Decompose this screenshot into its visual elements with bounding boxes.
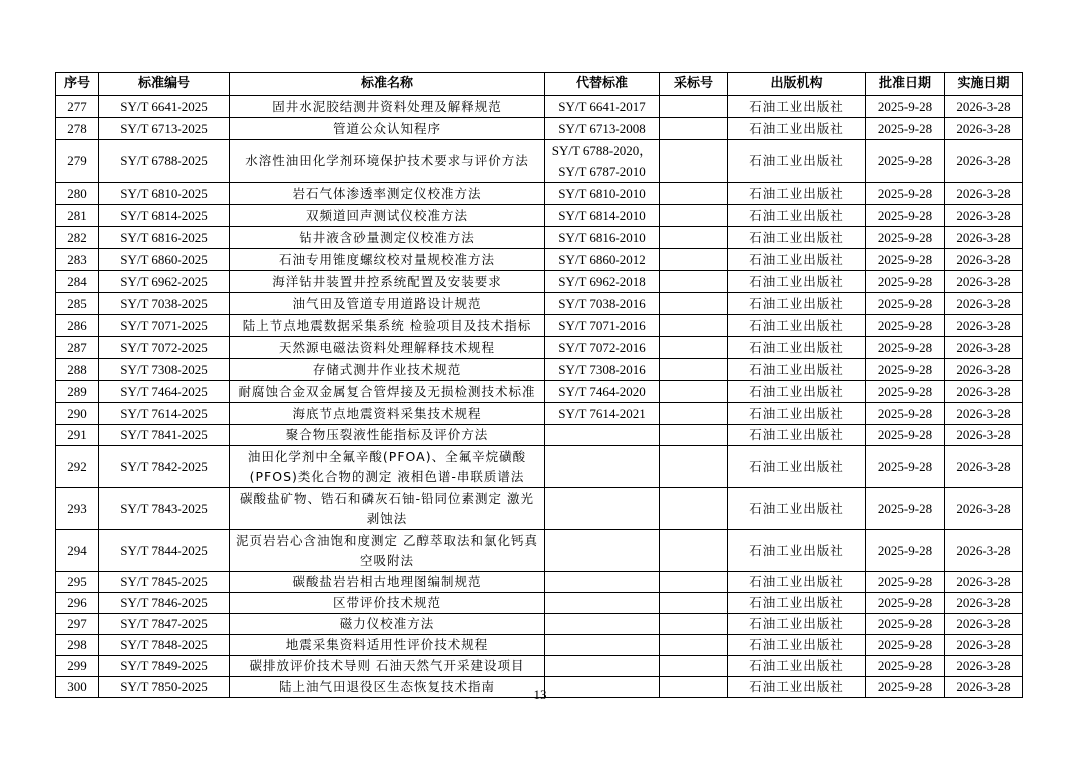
cell-name: 钻井液含砂量测定仪校准方法 [230, 227, 545, 249]
cell-name: 陆上油气田退役区生态恢复技术指南 [230, 677, 545, 698]
cell-effective: 2026-3-28 [945, 118, 1023, 140]
cell-code: SY/T 7849-2025 [99, 656, 230, 677]
cell-code: SY/T 7614-2025 [99, 403, 230, 425]
cell-adopted [660, 293, 728, 315]
cell-name: 海底节点地震资料采集技术规程 [230, 403, 545, 425]
cell-no: 296 [56, 593, 99, 614]
cell-replaced [545, 593, 660, 614]
cell-no: 298 [56, 635, 99, 656]
cell-replaced [545, 572, 660, 593]
cell-effective: 2026-3-28 [945, 403, 1023, 425]
cell-effective: 2026-3-28 [945, 359, 1023, 381]
cell-name: 区带评价技术规范 [230, 593, 545, 614]
table-row [56, 488, 1023, 530]
cell-code: SY/T 6713-2025 [99, 118, 230, 140]
table-row [56, 96, 1023, 118]
cell-no: 277 [56, 96, 99, 118]
cell-no: 284 [56, 271, 99, 293]
cell-replaced [545, 488, 660, 530]
cell-no: 300 [56, 677, 99, 698]
cell-replaced: SY/T 7614-2021 [545, 403, 660, 425]
cell-name: 天然源电磁法资料处理解释技术规程 [230, 337, 545, 359]
cell-code: SY/T 7072-2025 [99, 337, 230, 359]
cell-publisher: 石油工业出版社 [728, 249, 866, 271]
cell-replaced [545, 656, 660, 677]
table-row [56, 271, 1023, 293]
cell-approved: 2025-9-28 [866, 183, 945, 205]
cell-name: 聚合物压裂液性能指标及评价方法 [230, 425, 545, 446]
cell-no: 288 [56, 359, 99, 381]
table-row [56, 249, 1023, 271]
cell-approved: 2025-9-28 [866, 227, 945, 249]
cell-name: 水溶性油田化学剂环境保护技术要求与评价方法 [230, 140, 545, 183]
header-effective: 实施日期 [945, 73, 1023, 96]
cell-publisher: 石油工业出版社 [728, 140, 866, 183]
cell-name: 油气田及管道专用道路设计规范 [230, 293, 545, 315]
cell-effective: 2026-3-28 [945, 593, 1023, 614]
cell-replaced: SY/T 7464-2020 [545, 381, 660, 403]
cell-publisher: 石油工业出版社 [728, 381, 866, 403]
cell-code: SY/T 7846-2025 [99, 593, 230, 614]
cell-effective: 2026-3-28 [945, 572, 1023, 593]
header-name: 标准名称 [230, 73, 545, 96]
cell-name: 存储式测井作业技术规范 [230, 359, 545, 381]
cell-approved: 2025-9-28 [866, 446, 945, 488]
cell-name: 碳酸盐矿物、锆石和磷灰石铀-铅同位素测定 激光剥蚀法 [230, 488, 545, 530]
cell-no: 286 [56, 315, 99, 337]
cell-publisher: 石油工业出版社 [728, 530, 866, 572]
cell-approved: 2025-9-28 [866, 635, 945, 656]
table-row [56, 572, 1023, 593]
table-row [56, 446, 1023, 488]
cell-name: 石油专用锥度螺纹校对量规校准方法 [230, 249, 545, 271]
table-row [56, 425, 1023, 446]
cell-effective: 2026-3-28 [945, 271, 1023, 293]
cell-code: SY/T 7464-2025 [99, 381, 230, 403]
cell-code: SY/T 6860-2025 [99, 249, 230, 271]
header-code: 标准编号 [99, 73, 230, 96]
cell-code: SY/T 7038-2025 [99, 293, 230, 315]
cell-no: 285 [56, 293, 99, 315]
cell-effective: 2026-3-28 [945, 656, 1023, 677]
cell-no: 280 [56, 183, 99, 205]
table-row [56, 530, 1023, 572]
cell-no: 293 [56, 488, 99, 530]
cell-name: 磁力仪校准方法 [230, 614, 545, 635]
cell-no: 292 [56, 446, 99, 488]
cell-adopted [660, 656, 728, 677]
table-row [56, 593, 1023, 614]
cell-adopted [660, 315, 728, 337]
cell-effective: 2026-3-28 [945, 677, 1023, 698]
cell-replaced [545, 614, 660, 635]
cell-publisher: 石油工业出版社 [728, 359, 866, 381]
header-approved: 批准日期 [866, 73, 945, 96]
cell-publisher: 石油工业出版社 [728, 271, 866, 293]
cell-effective: 2026-3-28 [945, 614, 1023, 635]
cell-no: 297 [56, 614, 99, 635]
table-row [56, 403, 1023, 425]
cell-publisher: 石油工业出版社 [728, 403, 866, 425]
cell-replaced: SY/T 7072-2016 [545, 337, 660, 359]
cell-approved: 2025-9-28 [866, 118, 945, 140]
cell-publisher: 石油工业出版社 [728, 315, 866, 337]
cell-replaced [545, 635, 660, 656]
cell-no: 279 [56, 140, 99, 183]
cell-effective: 2026-3-28 [945, 205, 1023, 227]
cell-no: 282 [56, 227, 99, 249]
cell-replaced: SY/T 6816-2010 [545, 227, 660, 249]
cell-approved: 2025-9-28 [866, 381, 945, 403]
cell-approved: 2025-9-28 [866, 337, 945, 359]
header-no: 序号 [56, 73, 99, 96]
cell-name: 双频道回声测试仪校准方法 [230, 205, 545, 227]
cell-approved: 2025-9-28 [866, 315, 945, 337]
table-row [56, 227, 1023, 249]
cell-no: 283 [56, 249, 99, 271]
cell-effective: 2026-3-28 [945, 446, 1023, 488]
cell-replaced: SY/T 6713-2008 [545, 118, 660, 140]
cell-replaced: SY/T 7071-2016 [545, 315, 660, 337]
cell-approved: 2025-9-28 [866, 403, 945, 425]
cell-adopted [660, 488, 728, 530]
cell-adopted [660, 249, 728, 271]
cell-adopted [660, 183, 728, 205]
cell-no: 287 [56, 337, 99, 359]
header-row [56, 73, 1023, 96]
cell-replaced: SY/T 6788-2020， SY/T 6787-2010 [545, 140, 660, 183]
cell-adopted [660, 271, 728, 293]
cell-effective: 2026-3-28 [945, 249, 1023, 271]
cell-code: SY/T 7071-2025 [99, 315, 230, 337]
cell-adopted [660, 403, 728, 425]
cell-name: 岩石气体渗透率测定仪校准方法 [230, 183, 545, 205]
table-row [56, 140, 1023, 183]
cell-adopted [660, 227, 728, 249]
cell-no: 294 [56, 530, 99, 572]
cell-publisher: 石油工业出版社 [728, 614, 866, 635]
cell-effective: 2026-3-28 [945, 488, 1023, 530]
cell-publisher: 石油工业出版社 [728, 293, 866, 315]
cell-replaced [545, 425, 660, 446]
cell-code: SY/T 7843-2025 [99, 488, 230, 530]
cell-approved: 2025-9-28 [866, 96, 945, 118]
header-replaced: 代替标准 [545, 73, 660, 96]
cell-no: 281 [56, 205, 99, 227]
cell-replaced: SY/T 6860-2012 [545, 249, 660, 271]
cell-publisher: 石油工业出版社 [728, 635, 866, 656]
cell-approved: 2025-9-28 [866, 359, 945, 381]
table-row [56, 656, 1023, 677]
cell-adopted [660, 359, 728, 381]
table-row [56, 183, 1023, 205]
cell-approved: 2025-9-28 [866, 530, 945, 572]
cell-publisher: 石油工业出版社 [728, 572, 866, 593]
cell-effective: 2026-3-28 [945, 140, 1023, 183]
table-row [56, 205, 1023, 227]
cell-publisher: 石油工业出版社 [728, 446, 866, 488]
cell-adopted [660, 118, 728, 140]
cell-approved: 2025-9-28 [866, 293, 945, 315]
cell-replaced: SY/T 7038-2016 [545, 293, 660, 315]
cell-approved: 2025-9-28 [866, 656, 945, 677]
cell-name: 陆上节点地震数据采集系统 检验项目及技术指标 [230, 315, 545, 337]
cell-code: SY/T 6814-2025 [99, 205, 230, 227]
cell-effective: 2026-3-28 [945, 381, 1023, 403]
cell-code: SY/T 7850-2025 [99, 677, 230, 698]
cell-adopted [660, 205, 728, 227]
cell-effective: 2026-3-28 [945, 425, 1023, 446]
cell-publisher: 石油工业出版社 [728, 118, 866, 140]
header-adopted: 采标号 [660, 73, 728, 96]
cell-replaced: SY/T 6814-2010 [545, 205, 660, 227]
cell-adopted [660, 572, 728, 593]
table-row [56, 381, 1023, 403]
cell-adopted [660, 425, 728, 446]
cell-no: 295 [56, 572, 99, 593]
cell-code: SY/T 7847-2025 [99, 614, 230, 635]
cell-code: SY/T 6641-2025 [99, 96, 230, 118]
cell-no: 290 [56, 403, 99, 425]
cell-effective: 2026-3-28 [945, 227, 1023, 249]
cell-name: 固井水泥胶结测井资料处理及解释规范 [230, 96, 545, 118]
cell-publisher: 石油工业出版社 [728, 205, 866, 227]
table-row [56, 293, 1023, 315]
cell-effective: 2026-3-28 [945, 315, 1023, 337]
cell-effective: 2026-3-28 [945, 96, 1023, 118]
cell-effective: 2026-3-28 [945, 635, 1023, 656]
cell-approved: 2025-9-28 [866, 205, 945, 227]
cell-no: 278 [56, 118, 99, 140]
cell-effective: 2026-3-28 [945, 530, 1023, 572]
cell-no: 299 [56, 656, 99, 677]
cell-publisher: 石油工业出版社 [728, 425, 866, 446]
header-publisher: 出版机构 [728, 73, 866, 96]
cell-publisher: 石油工业出版社 [728, 488, 866, 530]
cell-adopted [660, 140, 728, 183]
cell-effective: 2026-3-28 [945, 337, 1023, 359]
cell-publisher: 石油工业出版社 [728, 656, 866, 677]
cell-adopted [660, 337, 728, 359]
cell-adopted [660, 381, 728, 403]
cell-name: 碳酸盐岩岩相古地理图编制规范 [230, 572, 545, 593]
cell-approved: 2025-9-28 [866, 593, 945, 614]
cell-adopted [660, 593, 728, 614]
cell-name: 碳排放评价技术导则 石油天然气开采建设项目 [230, 656, 545, 677]
cell-name: 耐腐蚀合金双金属复合管焊接及无损检测技术标准 [230, 381, 545, 403]
cell-no: 291 [56, 425, 99, 446]
table-header [56, 73, 1023, 96]
cell-replaced: SY/T 7308-2016 [545, 359, 660, 381]
cell-effective: 2026-3-28 [945, 183, 1023, 205]
cell-adopted [660, 96, 728, 118]
cell-approved: 2025-9-28 [866, 249, 945, 271]
cell-approved: 2025-9-28 [866, 425, 945, 446]
cell-publisher: 石油工业出版社 [728, 96, 866, 118]
cell-publisher: 石油工业出版社 [728, 183, 866, 205]
cell-code: SY/T 7845-2025 [99, 572, 230, 593]
table-body [56, 96, 1023, 698]
cell-replaced: SY/T 6810-2010 [545, 183, 660, 205]
table-row [56, 337, 1023, 359]
cell-name: 泥页岩岩心含油饱和度测定 乙醇萃取法和氯化钙真空吸附法 [230, 530, 545, 572]
cell-effective: 2026-3-28 [945, 293, 1023, 315]
cell-publisher: 石油工业出版社 [728, 227, 866, 249]
table-row [56, 614, 1023, 635]
cell-approved: 2025-9-28 [866, 488, 945, 530]
cell-approved: 2025-9-28 [866, 271, 945, 293]
cell-publisher: 石油工业出版社 [728, 677, 866, 698]
cell-adopted [660, 530, 728, 572]
cell-code: SY/T 6962-2025 [99, 271, 230, 293]
standards-table [55, 72, 1023, 698]
cell-adopted [660, 635, 728, 656]
cell-replaced: SY/T 6641-2017 [545, 96, 660, 118]
cell-approved: 2025-9-28 [866, 677, 945, 698]
cell-approved: 2025-9-28 [866, 614, 945, 635]
cell-publisher: 石油工业出版社 [728, 337, 866, 359]
cell-code: SY/T 6810-2025 [99, 183, 230, 205]
cell-no: 289 [56, 381, 99, 403]
table-row [56, 118, 1023, 140]
cell-code: SY/T 6816-2025 [99, 227, 230, 249]
cell-publisher: 石油工业出版社 [728, 593, 866, 614]
cell-code: SY/T 7848-2025 [99, 635, 230, 656]
table-row [56, 359, 1023, 381]
page-number: 13 [533, 687, 547, 702]
table-row [56, 315, 1023, 337]
cell-adopted [660, 614, 728, 635]
cell-code: SY/T 7308-2025 [99, 359, 230, 381]
cell-name: 管道公众认知程序 [230, 118, 545, 140]
cell-approved: 2025-9-28 [866, 572, 945, 593]
cell-name: 地震采集资料适用性评价技术规程 [230, 635, 545, 656]
cell-code: SY/T 7844-2025 [99, 530, 230, 572]
cell-adopted [660, 446, 728, 488]
cell-approved: 2025-9-28 [866, 140, 945, 183]
cell-name: 油田化学剂中全氟辛酸(PFOA)、全氟辛烷磺酸(PFOS)类化合物的测定 液相色谱-串联质谱法 [230, 446, 545, 488]
cell-name: 海洋钻井装置井控系统配置及安装要求 [230, 271, 545, 293]
cell-code: SY/T 7841-2025 [99, 425, 230, 446]
table-row [56, 635, 1023, 656]
cell-code: SY/T 7842-2025 [99, 446, 230, 488]
cell-replaced: SY/T 6962-2018 [545, 271, 660, 293]
cell-code: SY/T 6788-2025 [99, 140, 230, 183]
cell-replaced [545, 530, 660, 572]
cell-replaced [545, 446, 660, 488]
